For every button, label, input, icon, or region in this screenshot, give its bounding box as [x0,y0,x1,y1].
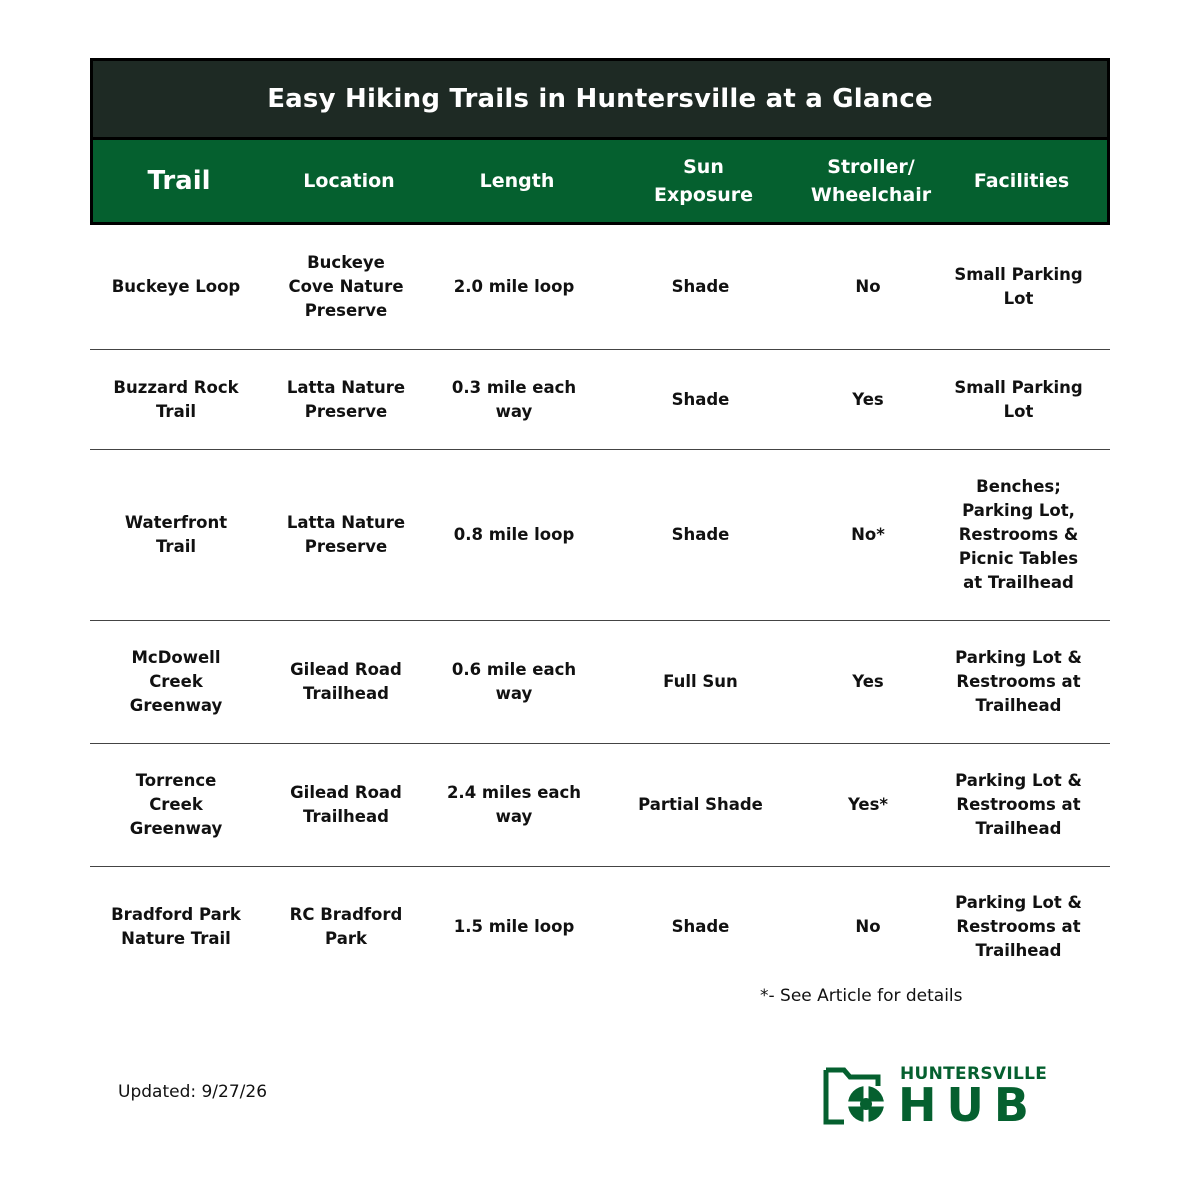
table-title-bar [90,58,1110,137]
cell-location: RC Bradford Park [289,905,403,948]
cell-stroller: No [855,277,881,296]
cell-length: 2.0 mile loop [453,277,575,296]
cell-trail: McDowell Creek Greenway [129,648,223,715]
cell-stroller: No [855,917,881,936]
cell-sun: Shade [671,525,730,544]
updated-date: Updated: 9/27/26 [118,1082,268,1102]
cell-trail: Buckeye Loop [111,277,241,296]
header-length: Length [479,170,555,192]
header-location: Location [303,170,395,192]
header-trail: Trail [147,166,211,196]
cell-facilities: Small Parking Lot [954,265,1083,308]
trails-table [90,58,1110,987]
cell-location: Buckeye Cove Nature Preserve [288,253,404,320]
cell-length: 2.4 miles each way [446,783,582,826]
table-title: Easy Hiking Trails in Huntersville at a Glance [267,84,933,114]
cell-facilities: Parking Lot & Restrooms at Trailhead [955,893,1082,960]
folder-compass-icon [822,1062,894,1126]
cell-facilities: Parking Lot & Restrooms at Trailhead [955,648,1082,715]
cell-length: 0.3 mile each way [451,377,577,421]
cell-length: 0.6 mile each way [451,660,577,703]
table-header-row [90,137,1110,225]
header-sun-exposure: Sun Exposure [654,156,753,206]
cell-location: Latta Nature Preserve [286,377,406,421]
cell-sun: Partial Shade [638,795,763,814]
cell-sun: Shade [671,277,730,296]
cell-location: Latta Nature Preserve [286,513,406,556]
table-row [90,225,1110,350]
logo-text-top: HUNTERSVILLE [900,1064,1048,1084]
table-row [90,744,1110,867]
cell-length: 1.5 mile loop [453,917,575,936]
cell-sun: Full Sun [663,672,738,691]
logo-text-bottom: HUB [898,1078,1039,1132]
cell-trail: Waterfront Trail [124,513,228,556]
cell-location: Gilead Road Trailhead [290,783,402,826]
cell-sun: Shade [671,389,730,409]
cell-facilities: Small Parking Lot [954,377,1083,421]
cell-stroller: Yes* [847,795,889,814]
table-row [90,621,1110,744]
huntersville-hub-logo [822,1060,1048,1132]
cell-trail: Bradford Park Nature Trail [111,905,241,948]
header-stroller-wheelchair: Stroller/ Wheelchair [810,156,932,206]
table-row [90,867,1110,987]
cell-stroller: Yes [852,672,884,691]
cell-facilities: Parking Lot & Restrooms at Trailhead [955,771,1082,838]
table-row [90,450,1110,621]
cell-length: 0.8 mile loop [453,525,575,544]
table-row [90,350,1110,450]
cell-facilities: Benches; Parking Lot, Restrooms & Picnic Tables at Trailhead [958,477,1079,592]
footnote: *- See Article for details [760,986,963,1006]
cell-stroller: Yes [852,389,884,409]
header-facilities: Facilities [973,170,1070,192]
cell-sun: Shade [671,917,730,936]
cell-stroller: No* [851,525,885,544]
cell-trail: Torrence Creek Greenway [129,771,223,838]
cell-location: Gilead Road Trailhead [290,660,402,703]
cell-trail: Buzzard Rock Trail [113,377,239,421]
